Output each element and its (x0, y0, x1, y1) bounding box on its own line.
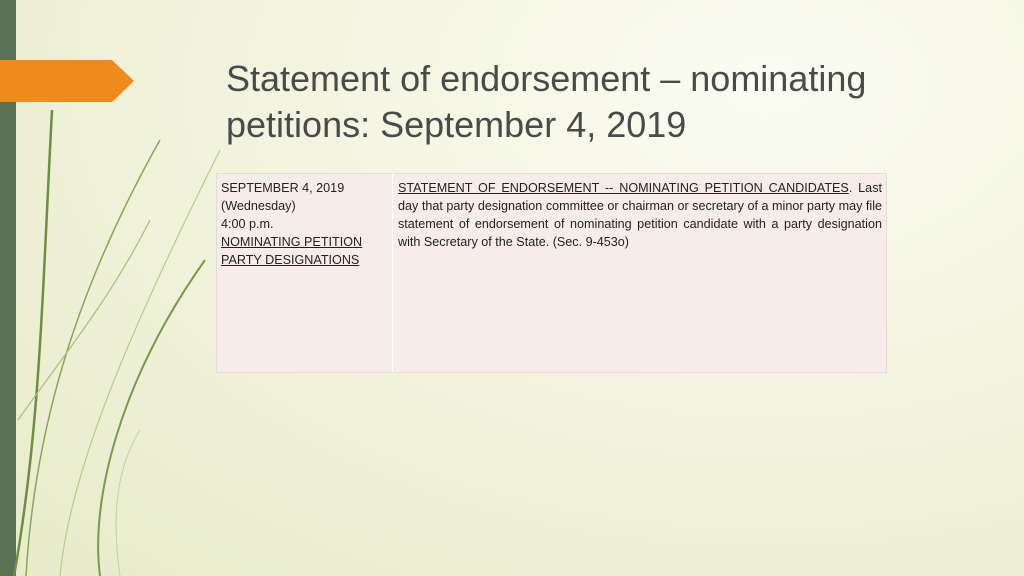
deadline-weekday: (Wednesday) (221, 199, 296, 213)
slide-title: Statement of endorsement – nominating petitions: September 4, 2019 (226, 58, 867, 145)
grass-blade (116, 430, 140, 576)
description-body: Last day that party designation committee or chairman or secretary of a minor party may file statement of endorsement of nominating petition candidate with a party designation with Secretary of the State. (Sec. 9-453o) (398, 181, 882, 249)
deadline-table (216, 173, 887, 373)
deadline-date-cell (217, 174, 393, 372)
description-heading-punct: . (848, 181, 853, 195)
grass-blade (60, 150, 220, 576)
deadline-time: 4:00 p.m. (221, 217, 274, 231)
deadline-description-cell (393, 174, 886, 372)
title-accent-arrow (0, 60, 134, 102)
deadline-category-line1: NOMINATING PETITION (221, 235, 363, 249)
grass-blade (98, 260, 205, 576)
description-heading: STATEMENT OF ENDORSEMENT -- NOMINATING PETITION CANDIDATES (398, 181, 849, 195)
deadline-category-line2: PARTY DESIGNATIONS (221, 253, 360, 267)
deadline-date: SEPTEMBER 4, 2019 (221, 181, 345, 195)
